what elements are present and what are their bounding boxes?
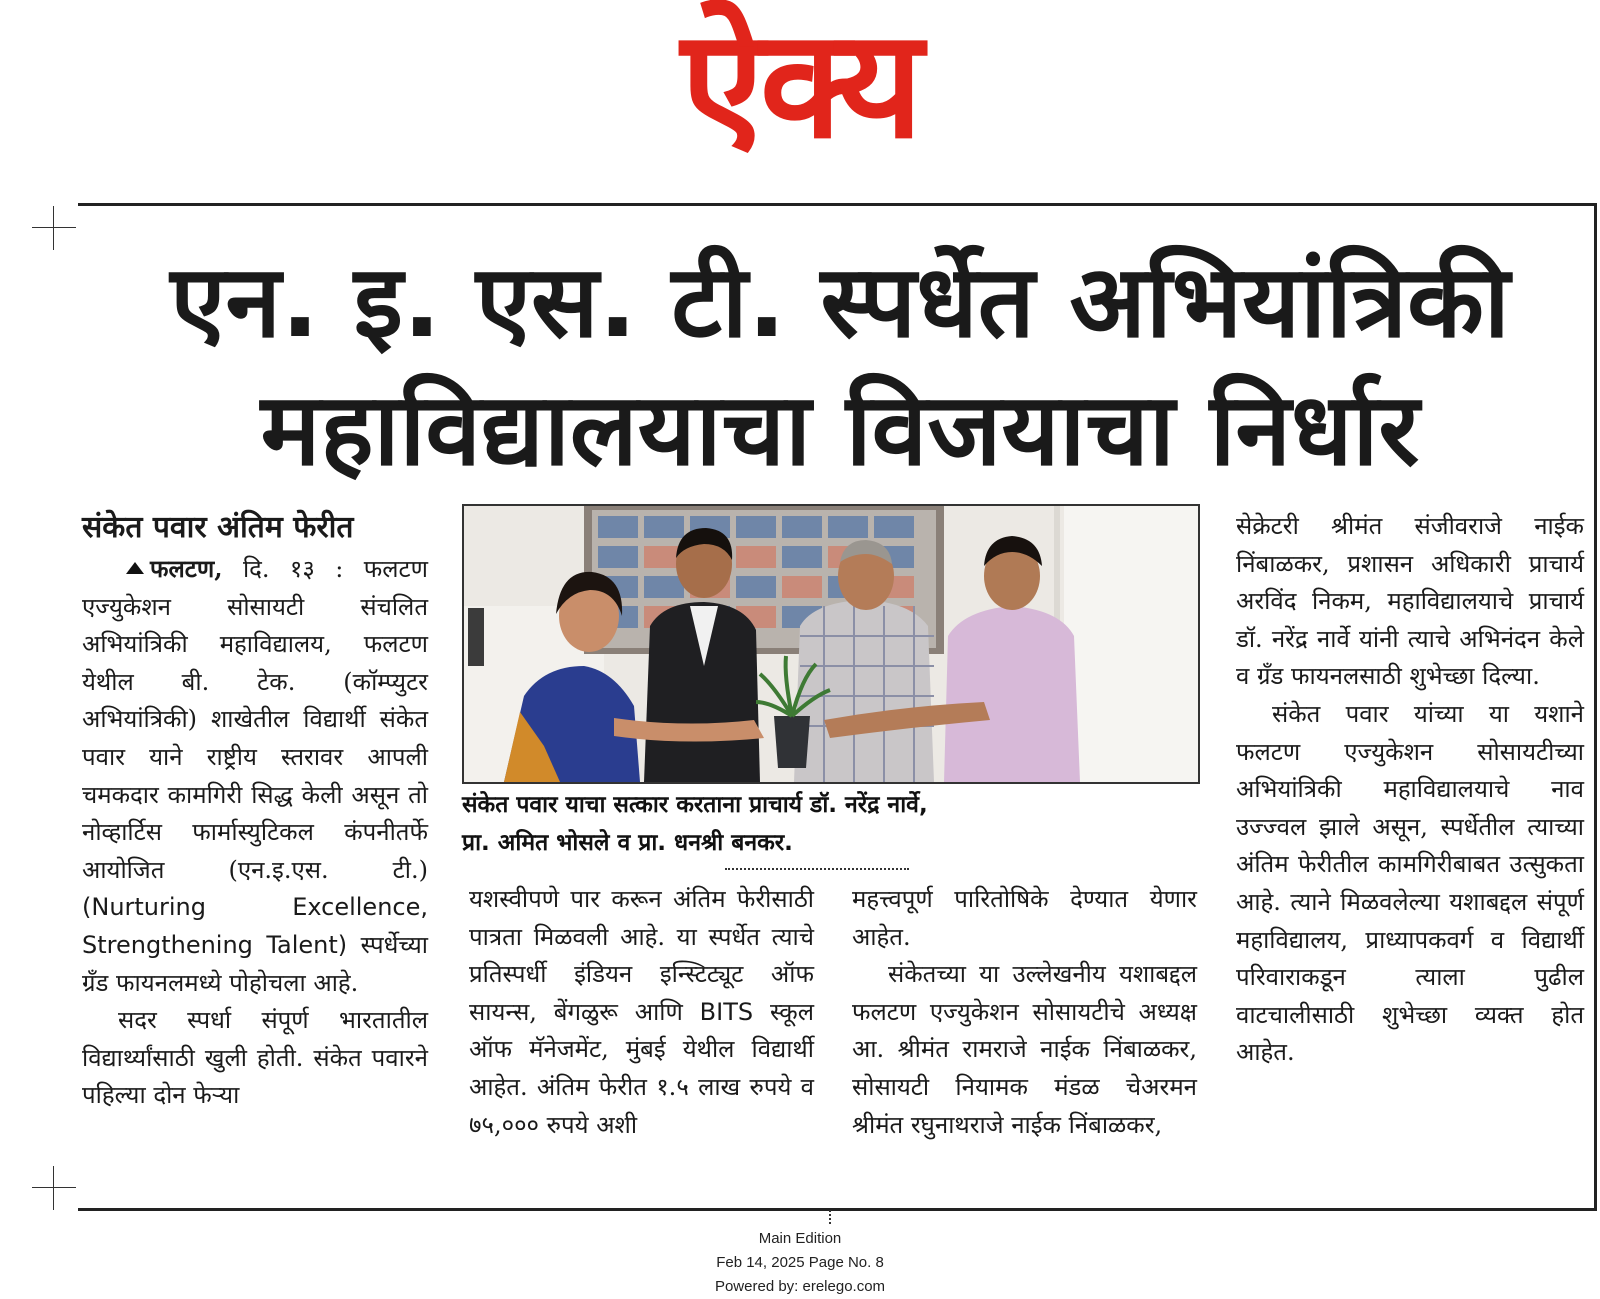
footer-tick-mark — [829, 1210, 833, 1224]
headline — [90, 238, 1590, 494]
col2-bits: BITS — [699, 997, 754, 1026]
article-column-2 — [469, 881, 814, 1144]
article-paragraph-col2 — [469, 881, 814, 1144]
headline-line-1: एन. इ. एस. टी. स्पर्धेत अभियांत्रिकी — [170, 243, 1510, 360]
crop-mark-top-left — [32, 206, 76, 250]
article-column-1 — [82, 506, 428, 1115]
caption-divider — [725, 868, 909, 870]
article-paragraph-col3-1: महत्त्वपूर्ण पारितोषिके देण्यात येणार आहेत. — [852, 885, 1197, 951]
article-column-4 — [1236, 508, 1584, 1072]
paragraph-1-end: स्पर्धेच्या ग्रँड फायनलमध्ये पोहोचला आहे. — [82, 930, 428, 997]
article-paragraph-col4-2: संकेत पवार यांच्या या यशाने फलटण एज्युकेशन सोसायटीच्या अभियांत्रिकी महाविद्यालयाचे नाव उज्ज्वल झाले असून, स्पर्धेतील त्याच्या अंतिम फेरीतील कामगिरीबाबत उत्सुकता आहे. त्याने मिळवलेल्या यशाबद्दल संपूर्ण महाविद्यालय, प्राध्यापकवर्ग व विद्यार्थी परिवाराकडून त्याला पुढील वाटचालीसाठी शुभेच्छा व्यक्त होत आहेत. — [1236, 699, 1584, 1067]
article-paragraph-col4-1: सेक्रेटरी श्रीमंत संजीवराजे नाईक निंबाळकर, प्रशासन अधिकारी प्राचार्य अरविंद निकम, महाविद्यालयाचे प्राचार्य डॉ. नरेंद्र नार्वे यांनी त्याचे अभिनंदन केले व ग्रँड फायनलसाठी शुभेच्छा दिल्या. — [1236, 512, 1584, 691]
article-paragraph-col3-2: संकेतच्या या उल्लेखनीय यशाबद्दल फलटण एज्युकेशन सोसायटीचे अध्यक्ष आ. श्रीमंत रामराजे नाईक निंबाळकर, सोसायटी नियामक मंडळ चेअरमन श्रीमंत रघुनाथराजे नाईक निंबाळकर, — [852, 960, 1197, 1139]
col2-text-a: यशस्वीपणे पार करून अंतिम फेरीसाठी पात्रता मिळवली आहे. या स्पर्धेत त्याचे प्रतिस्पर्धी इंडियन इन्स्टिट्यूट ऑफ सायन्स, बेंगळुरू आणि — [469, 885, 814, 1026]
article-paragraph-1 — [82, 550, 428, 1002]
col2-text-b: स्कूल ऑफ मॅनेजमेंट, मुंबई येथील विद्यार्थी आहेत. अंतिम फेरीत १.५ लाख रुपये व ७५,००० रुपये अशी — [469, 997, 814, 1139]
article-photo — [462, 504, 1200, 784]
caption-line-2: प्रा. अमित भोसले व प्रा. धनश्री बनकर. — [462, 830, 793, 856]
triangle-marker-icon — [126, 562, 144, 574]
article-column-3 — [852, 881, 1197, 1144]
caption-line-1: संकेत पवार याचा सत्कार करताना प्राचार्य डॉ. नरेंद्र नार्वे, — [462, 792, 928, 818]
dateline-place: फलटण, — [150, 554, 223, 583]
paragraph-1-text: फलटण एज्युकेशन सोसायटी संचलित अभियांत्रिकी महाविद्यालय, फलटण येथील बी. टेक. (कॉम्प्युटर अभियांत्रिकी) शाखेतील विद्यार्थी संकेत पवार याने राष्ट्रीय स्तरावर आपली चमकदार कामगिरी सिद्ध केली असून तो नोव्हार्टिस फार्मास्युटिकल कंपनीतर्फे आयोजित (एन.इ.एस. टी.) — [82, 555, 428, 884]
article-paragraph-2: सदर स्पर्धा संपूर्ण भारतातील विद्यार्थ्यांसाठी खुली होती. संकेत पवारने पहिल्या दोन फेऱ्या — [82, 1006, 428, 1110]
photo-caption — [462, 786, 1198, 862]
frame-rule-top — [78, 203, 1596, 206]
footer-date-page: Feb 14, 2025 Page No. 8 — [716, 1254, 884, 1271]
article-subhead: संकेत पवार अंतिम फेरीत — [82, 510, 354, 545]
footer-powered-by: Powered by: erelego.com — [714, 1278, 886, 1295]
footer-edition: Main Edition — [758, 1230, 842, 1247]
dateline-date: दि. १३ : — [242, 555, 344, 583]
paragraph-1-english: (Nurturing Excellence, Strengthening Talent) — [82, 893, 428, 959]
newspaper-logo: ऐक्य — [680, 0, 920, 172]
page-footer — [0, 1227, 1600, 1299]
masthead — [0, 0, 1600, 172]
crop-mark-bottom-left — [32, 1166, 76, 1210]
frame-rule-bottom — [78, 1208, 1596, 1211]
headline-line-2: महाविद्यालयाचा विजयाचा निर्धार — [260, 371, 1420, 488]
photo-illustration — [464, 506, 1198, 782]
frame-rule-right — [1594, 203, 1597, 1211]
